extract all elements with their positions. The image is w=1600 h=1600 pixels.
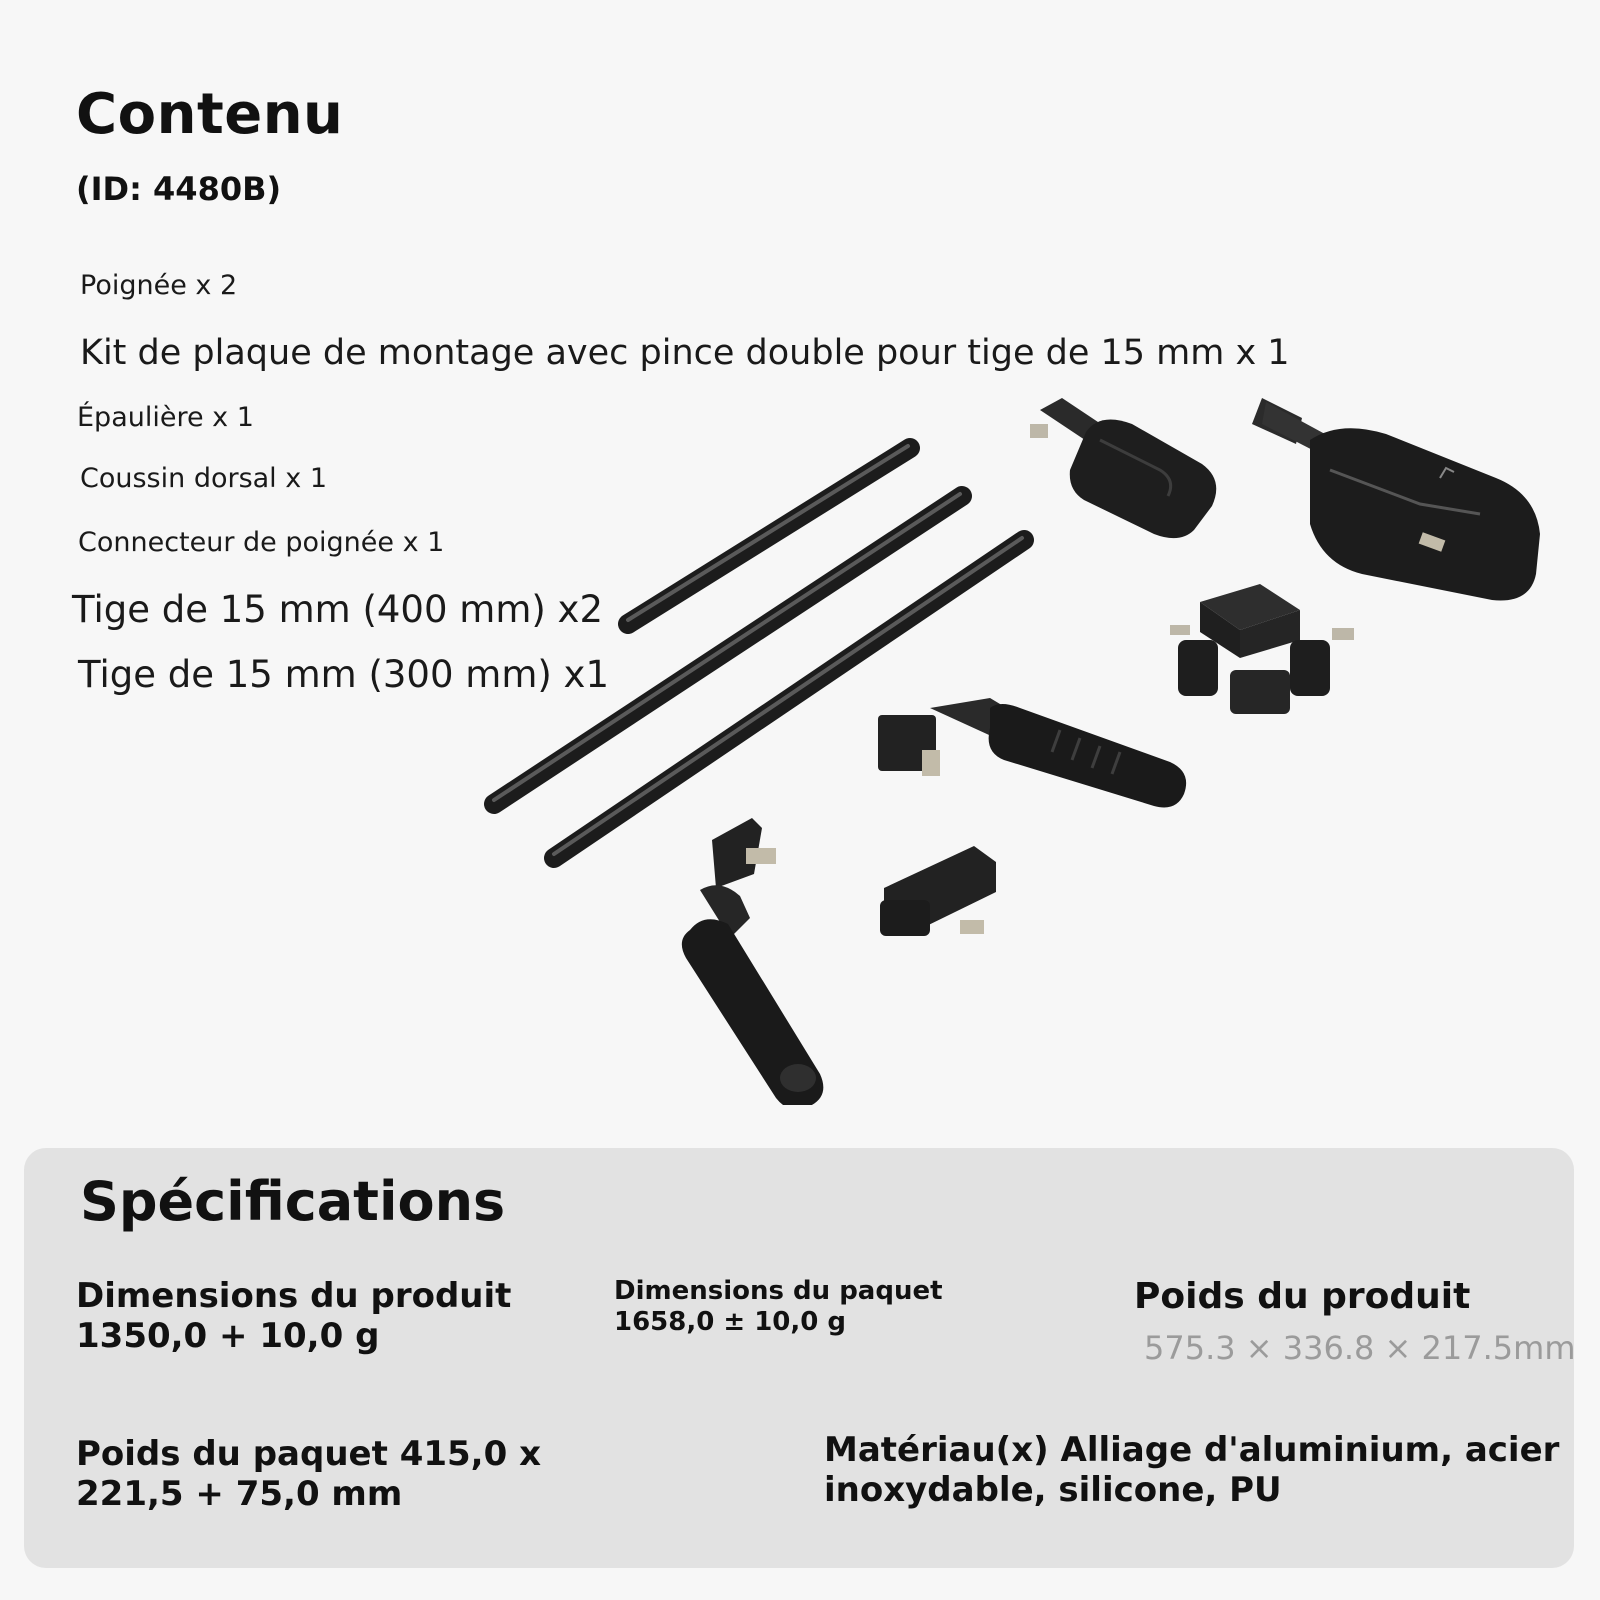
- handle-connector: [880, 846, 996, 936]
- list-item-handles: Poignée x 2: [80, 270, 238, 301]
- spec-product-dimensions: Dimensions du produit 1350,0 + 10,0 g: [76, 1276, 512, 1357]
- specifications-title: Spécifications: [80, 1170, 506, 1233]
- product-id: (ID: 4480B): [76, 170, 282, 208]
- contents-title: Contenu: [76, 82, 344, 147]
- rod-300mm: [554, 538, 1024, 858]
- spec-materials: Matériau(x) Alliage d'aluminium, acier inoxydable, silicone, PU: [824, 1430, 1560, 1511]
- baseplate-dual-clamp: [1170, 584, 1354, 714]
- list-item-baseplate-kit: Kit de plaque de montage avec pince double pour tige de 15 mm x 1: [80, 333, 1290, 373]
- spec-product-weight-value: 575.3 × 336.8 × 217.5mm: [1144, 1329, 1576, 1367]
- handle-right: [878, 698, 1186, 808]
- back-cushion: [1252, 398, 1540, 600]
- handle-left: [682, 818, 824, 1105]
- spec-package-weight: Poids du paquet 415,0 x 221,5 + 75,0 mm: [76, 1434, 542, 1515]
- list-item-handle-connector: Connecteur de poignée x 1: [78, 527, 445, 558]
- list-item-rod-300: Tige de 15 mm (300 mm) x1: [78, 653, 609, 696]
- spec-package-dimensions: Dimensions du paquet 1658,0 ± 10,0 g: [614, 1276, 943, 1338]
- rod-400mm-a: [628, 446, 910, 624]
- list-item-shoulder-pad: Épaulière x 1: [77, 402, 254, 433]
- product-components-image: [470, 385, 1600, 1105]
- list-item-rod-400: Tige de 15 mm (400 mm) x2: [72, 588, 603, 631]
- spec-product-weight-label: Poids du produit: [1134, 1276, 1471, 1317]
- shoulder-pad: [1030, 398, 1216, 538]
- list-item-back-cushion: Coussin dorsal x 1: [80, 463, 328, 494]
